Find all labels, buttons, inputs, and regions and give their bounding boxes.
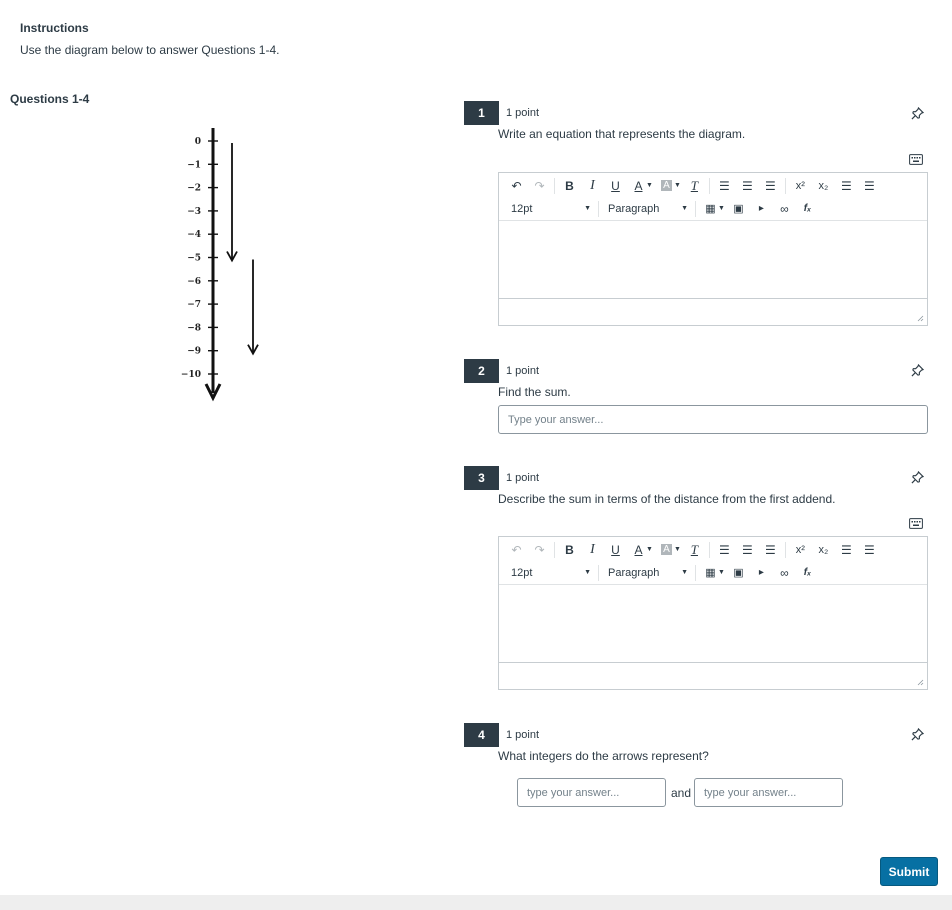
chevron-down-icon: ▼: [584, 569, 591, 576]
numbered-list-icon[interactable]: ☰: [863, 178, 875, 193]
chevron-down-icon[interactable]: ▼: [673, 182, 681, 189]
number-line-tick-label: −2: [187, 183, 201, 194]
toolbar-divider: [695, 565, 696, 581]
resize-handle-icon[interactable]: [917, 679, 924, 686]
font-size-value: 12pt: [511, 202, 533, 215]
chevron-down-icon: ▼: [681, 205, 688, 212]
underline-button[interactable]: U: [611, 542, 620, 557]
background-color-button[interactable]: A: [663, 544, 670, 555]
chevron-down-icon[interactable]: ▼: [718, 569, 725, 576]
clear-formatting-icon[interactable]: T: [690, 541, 698, 557]
editor-statusbar: [499, 298, 927, 325]
rich-text-editor-q1: [498, 172, 928, 326]
media-icon[interactable]: ▸: [758, 567, 764, 578]
number-line-tick-label: −3: [187, 206, 201, 217]
table-icon[interactable]: ▦: [705, 567, 716, 579]
number-line-tick-label: −10: [180, 370, 201, 380]
keyboard-shortcuts-icon[interactable]: [909, 516, 925, 528]
superscript-button[interactable]: x²: [795, 179, 805, 192]
align-left-icon[interactable]: ☰: [718, 542, 730, 557]
align-right-icon[interactable]: ☰: [764, 542, 776, 557]
toolbar-divider: [598, 565, 599, 581]
superscript-button[interactable]: x²: [795, 543, 805, 556]
chevron-down-icon: ▼: [584, 205, 591, 212]
editor-toolbar-row-2: [499, 561, 927, 585]
number-line-tick-label: −1: [187, 160, 201, 171]
bold-button[interactable]: B: [565, 542, 574, 557]
italic-button[interactable]: I: [590, 541, 595, 557]
toolbar-divider: [695, 201, 696, 217]
number-line-diagram: [175, 125, 275, 410]
table-icon[interactable]: ▦: [705, 203, 716, 215]
redo-icon[interactable]: ↷: [534, 178, 545, 193]
numbered-list-icon[interactable]: ☰: [863, 542, 875, 557]
link-icon[interactable]: ∞: [780, 201, 789, 216]
question-1-points: 1 point: [506, 107, 540, 119]
link-icon[interactable]: ∞: [780, 565, 789, 580]
question-4-number: 4: [464, 723, 499, 747]
editor-toolbar: [499, 173, 927, 198]
editor-statusbar: [499, 662, 927, 689]
toolbar-divider: [554, 178, 555, 194]
resize-handle-icon[interactable]: [917, 315, 924, 322]
bullet-list-icon[interactable]: ☰: [840, 178, 852, 193]
pin-icon[interactable]: [909, 469, 925, 485]
undo-icon[interactable]: ↶: [511, 542, 522, 557]
editor-toolbar-row-2: [499, 197, 927, 221]
number-line-tick-label: −9: [187, 346, 201, 357]
submit-button[interactable]: Submit: [880, 857, 938, 886]
question-4-text: What integers do the arrows represent?: [498, 749, 709, 763]
number-line-tick-label: −6: [187, 276, 201, 287]
number-line-tick-label: −7: [187, 300, 201, 311]
rich-text-editor-q3: [498, 536, 928, 690]
and-label: and: [671, 786, 692, 800]
toolbar-divider: [709, 542, 710, 558]
italic-button[interactable]: I: [590, 177, 595, 193]
font-size-select[interactable]: [505, 563, 595, 583]
block-format-value: Paragraph: [608, 202, 660, 215]
underline-button[interactable]: U: [611, 178, 620, 193]
question-1-text: Write an equation that represents the diagram.: [498, 127, 746, 141]
question-2-text: Find the sum.: [498, 385, 571, 399]
question-4-points: 1 point: [506, 729, 540, 741]
font-size-value: 12pt: [511, 566, 533, 579]
editor-toolbar: [499, 537, 927, 562]
equation-icon[interactable]: fₓ: [803, 567, 812, 578]
question-3-points: 1 point: [506, 472, 540, 484]
toolbar-divider: [785, 542, 786, 558]
pin-icon[interactable]: [909, 362, 925, 378]
chevron-down-icon: ▼: [681, 569, 688, 576]
equation-icon[interactable]: fₓ: [803, 203, 812, 214]
block-format-select[interactable]: [602, 563, 692, 583]
chevron-down-icon[interactable]: ▼: [673, 546, 681, 553]
toolbar-divider: [598, 201, 599, 217]
align-center-icon[interactable]: ☰: [741, 542, 753, 557]
page-bottom-edge: [0, 895, 952, 910]
pin-icon[interactable]: [909, 726, 925, 742]
align-right-icon[interactable]: ☰: [764, 178, 776, 193]
number-line-tick-label: −8: [187, 323, 201, 334]
toolbar-divider: [785, 178, 786, 194]
image-icon[interactable]: ▣: [733, 203, 744, 215]
chevron-down-icon[interactable]: ▼: [718, 205, 725, 212]
text-color-button[interactable]: A: [634, 542, 643, 557]
block-format-value: Paragraph: [608, 566, 660, 579]
question-4-answer-input-1[interactable]: [517, 778, 666, 807]
media-icon[interactable]: ▸: [758, 203, 764, 214]
clear-formatting-icon[interactable]: T: [690, 177, 698, 193]
bold-button[interactable]: B: [565, 178, 574, 193]
question-3-text: Describe the sum in terms of the distance from the first addend.: [498, 492, 836, 506]
undo-icon[interactable]: ↶: [511, 178, 522, 193]
bullet-list-icon[interactable]: ☰: [840, 542, 852, 557]
toolbar-divider: [554, 542, 555, 558]
number-line-tick-label: −4: [187, 230, 201, 241]
instructions-title: Instructions: [20, 21, 89, 35]
subscript-button[interactable]: x₂: [818, 543, 829, 556]
question-2-answer-input[interactable]: [498, 405, 928, 434]
number-line-tick-label: −5: [187, 253, 201, 264]
question-3-number: 3: [464, 466, 499, 490]
toolbar-divider: [709, 178, 710, 194]
redo-icon[interactable]: ↷: [534, 542, 545, 557]
editor-content-area[interactable]: [499, 586, 927, 662]
question-2-points: 1 point: [506, 365, 540, 377]
image-icon[interactable]: ▣: [733, 567, 744, 579]
block-format-select[interactable]: [602, 199, 692, 219]
text-color-button[interactable]: A: [634, 178, 643, 193]
instructions-text: Use the diagram below to answer Questions 1-4.: [20, 43, 280, 57]
question-2-number: 2: [464, 359, 499, 383]
align-center-icon[interactable]: ☰: [741, 178, 753, 193]
keyboard-shortcuts-icon[interactable]: [909, 152, 925, 164]
align-left-icon[interactable]: ☰: [718, 178, 730, 193]
editor-content-area[interactable]: [499, 222, 927, 298]
question-4-answer-input-2[interactable]: [694, 778, 843, 807]
pin-icon[interactable]: [909, 105, 925, 121]
number-line-tick-label: 0: [194, 137, 201, 147]
background-color-button[interactable]: A: [663, 180, 670, 191]
questions-group-label: Questions 1-4: [10, 92, 90, 106]
question-1-number: 1: [464, 101, 499, 125]
subscript-button[interactable]: x₂: [818, 179, 829, 192]
font-size-select[interactable]: [505, 199, 595, 219]
chevron-down-icon[interactable]: ▼: [646, 546, 653, 553]
chevron-down-icon[interactable]: ▼: [646, 182, 653, 189]
